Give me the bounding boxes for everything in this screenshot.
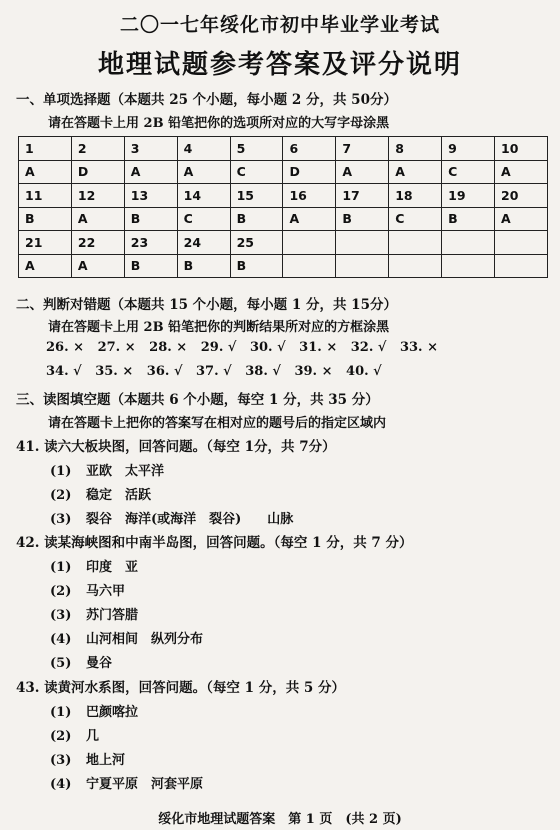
table-row — [19, 184, 548, 208]
answer-text: 地上河 — [86, 753, 126, 768]
table-cell: 20 — [495, 184, 548, 208]
judge-answer: 40. √ — [346, 364, 382, 379]
table-cell — [495, 231, 548, 255]
table-cell — [283, 231, 336, 255]
table-row — [19, 231, 548, 255]
answer-text: 巴颜喀拉 — [86, 705, 139, 720]
table-cell: 7 — [336, 137, 389, 161]
table-cell — [442, 231, 495, 255]
exam-title: 二〇一七年绥化市初中毕业学业考试 — [119, 14, 440, 36]
table-row — [19, 207, 548, 231]
table-cell: A — [71, 207, 124, 231]
judge-answer: 39. × — [294, 364, 333, 379]
answer-item — [50, 725, 99, 744]
answer-item — [50, 604, 138, 623]
table-cell: C — [177, 207, 230, 231]
table-cell: A — [495, 207, 548, 231]
table-cell: 3 — [124, 137, 177, 161]
table-cell: 12 — [71, 184, 124, 208]
answer-number: (4) — [50, 777, 72, 792]
table-row — [19, 160, 548, 184]
answer-text: 裂谷 海洋(或海洋 裂谷) 山脉 — [86, 512, 294, 527]
answer-number: (2) — [50, 488, 72, 503]
table-cell: D — [283, 160, 336, 184]
table-row — [19, 137, 548, 161]
table-cell: A — [283, 207, 336, 231]
judge-answer: 31. × — [299, 340, 338, 355]
answer-text: 苏门答腊 — [86, 608, 139, 623]
table-cell — [336, 231, 389, 255]
table-cell: B — [19, 207, 72, 231]
section3-heading: 三、读图填空题（本题共 6 个小题，每空 1 分，共 35 分） — [16, 392, 379, 408]
section2-instruction: 请在答题卡上用 2B 铅笔把你的判断结果所对应的方框涂黑 — [48, 320, 390, 335]
table-cell: A — [389, 160, 442, 184]
table-cell: 24 — [177, 231, 230, 255]
judge-answer: 33. × — [399, 340, 439, 355]
answer-text: 亚欧 太平洋 — [86, 464, 165, 479]
judge-answer: 27. × — [97, 340, 136, 355]
table-cell: 4 — [177, 137, 230, 161]
answer-table — [18, 136, 548, 278]
answer-number: (2) — [50, 584, 72, 599]
table-cell — [283, 254, 336, 278]
table-cell: 5 — [230, 137, 283, 161]
answer-item — [50, 652, 112, 671]
answer-number: (3) — [50, 753, 72, 768]
table-cell: 17 — [336, 184, 389, 208]
table-cell: 15 — [230, 184, 283, 208]
answer-number: (3) — [50, 512, 72, 527]
answer-text: 宁夏平原 河套平原 — [86, 777, 204, 792]
table-cell: A — [19, 254, 72, 278]
table-cell: 13 — [124, 184, 177, 208]
table-cell: 11 — [19, 184, 72, 208]
answer-number: (1) — [50, 464, 72, 479]
table-cell: 19 — [442, 184, 495, 208]
answer-item — [50, 749, 125, 768]
answer-item — [50, 508, 293, 527]
table-cell: A — [124, 160, 177, 184]
answer-text: 印度 亚 — [86, 560, 139, 575]
judge-answer: 28. × — [149, 340, 188, 355]
table-cell: 14 — [177, 184, 230, 208]
section3-instruction: 请在答题卡上把你的答案写在相对应的题号后的指定区域内 — [48, 416, 387, 431]
answer-text: 稳定 活跃 — [86, 488, 152, 503]
answer-text: 山河相间 纵列分布 — [86, 632, 204, 647]
judge-answer: 26. × — [46, 340, 85, 355]
judge-answer: 34. √ — [46, 364, 82, 379]
judge-answer: 32. √ — [350, 340, 387, 355]
table-cell: 18 — [389, 184, 442, 208]
table-cell — [389, 254, 442, 278]
table-cell: B — [230, 254, 283, 278]
table-cell: C — [442, 160, 495, 184]
table-cell: 10 — [495, 137, 548, 161]
table-cell: 2 — [71, 137, 124, 161]
table-cell: A — [19, 160, 72, 184]
table-cell: A — [71, 254, 124, 278]
answer-item — [50, 556, 138, 575]
answer-text: 马六甲 — [86, 584, 126, 599]
table-cell: 6 — [283, 137, 336, 161]
table-row — [19, 254, 548, 278]
judge-answer: 29. √ — [200, 340, 237, 355]
section1-instruction: 请在答题卡上用 2B 铅笔把你的选项所对应的大写字母涂黑 — [48, 116, 390, 131]
judge-answers-row1 — [46, 340, 447, 355]
answer-number: (4) — [50, 632, 72, 647]
answer-item — [50, 460, 164, 479]
answer-item — [50, 484, 151, 503]
table-cell: 8 — [389, 137, 442, 161]
judge-answer: 36. √ — [146, 364, 183, 379]
section2-heading: 二、判断对错题（本题共 15 个小题，每小题 1 分，共 15分） — [16, 297, 397, 313]
table-cell: C — [389, 207, 442, 231]
judge-answers-row2 — [46, 364, 391, 379]
table-cell: B — [442, 207, 495, 231]
table-cell: B — [177, 254, 230, 278]
page-footer: 绥化市地理试题答案 第 1 页 (共 2 页) — [158, 812, 402, 827]
answer-item — [50, 580, 125, 599]
judge-answer: 38. √ — [245, 364, 281, 379]
table-cell: 23 — [124, 231, 177, 255]
table-cell: B — [124, 207, 177, 231]
table-cell: 1 — [19, 137, 72, 161]
judge-answer: 35. × — [95, 364, 134, 379]
question-43-title: 43. 读黄河水系图，回答问题。（每空 1 分，共 5 分） — [16, 680, 346, 696]
answer-number: (3) — [50, 608, 72, 623]
table-cell: A — [336, 160, 389, 184]
table-cell: 21 — [19, 231, 72, 255]
judge-answer: 30. √ — [249, 340, 286, 355]
table-cell: C — [230, 160, 283, 184]
answer-text: 几 — [86, 729, 100, 744]
table-cell: 25 — [230, 231, 283, 255]
table-cell: B — [230, 207, 283, 231]
answer-text: 曼谷 — [86, 656, 113, 671]
question-42-title: 42. 读某海峡图和中南半岛图，回答问题。（每空 1 分，共 7 分） — [16, 535, 413, 551]
judge-answer: 37. √ — [196, 364, 232, 379]
question-41-title: 41. 读六大板块图，回答问题。（每空 1分，共 7分） — [16, 439, 336, 455]
table-cell: 22 — [71, 231, 124, 255]
answer-number: (1) — [50, 560, 72, 575]
table-cell: D — [71, 160, 124, 184]
table-cell: B — [124, 254, 177, 278]
table-cell: A — [177, 160, 230, 184]
section1-heading: 一、单项选择题（本题共 25 个小题，每小题 2 分，共 50分） — [16, 92, 397, 108]
answer-key-title: 地理试题参考答案及评分说明 — [97, 50, 462, 80]
table-cell: 9 — [442, 137, 495, 161]
answer-number: (2) — [50, 729, 72, 744]
table-cell: 16 — [283, 184, 336, 208]
table-cell: B — [336, 207, 389, 231]
answer-number: (5) — [50, 656, 72, 671]
table-cell — [389, 231, 442, 255]
answer-item — [50, 773, 203, 792]
table-cell: A — [495, 160, 548, 184]
answer-item — [50, 701, 138, 720]
table-cell — [495, 254, 548, 278]
answer-item — [50, 628, 203, 647]
table-cell — [336, 254, 389, 278]
answer-number: (1) — [50, 705, 72, 720]
table-cell — [442, 254, 495, 278]
